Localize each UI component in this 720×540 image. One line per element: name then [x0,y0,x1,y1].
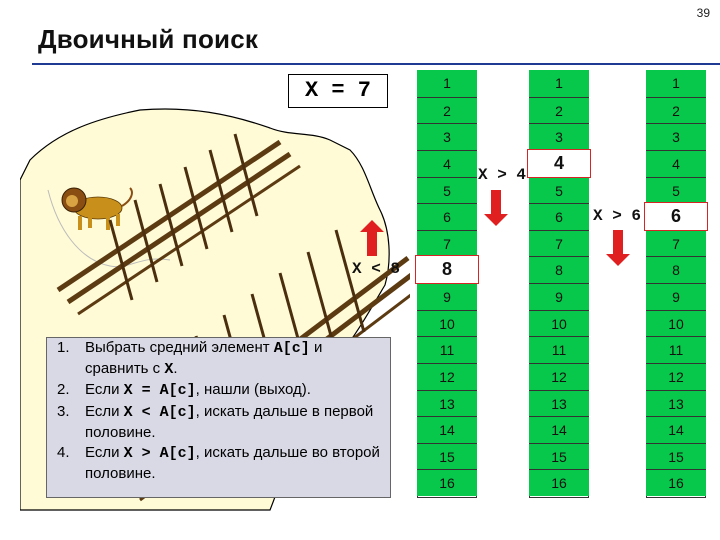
page-title: Двоичный поиск [38,24,259,54]
array-cell: 10 [646,310,706,337]
array-cell: 4 [417,150,477,177]
step-text: X > A[c] [123,445,196,463]
array-cell: 12 [417,363,477,390]
step-text: и сравнить с [85,339,323,378]
step-number: 2. [57,381,70,399]
algorithm-step [57,443,384,484]
algorithm-step [57,380,384,401]
array-cell: 16 [646,469,706,496]
step-number: 4. [57,444,70,462]
algorithm-steps [47,338,384,484]
step-text: Если [85,381,124,399]
array-cell: 14 [529,416,589,443]
step-text: A[c] [273,340,310,357]
array-cell-selected: 8 [415,255,479,284]
array-cell: 16 [417,469,477,496]
array-cell: 14 [417,416,477,443]
algorithm-step [57,402,384,443]
array-cell: 1 [417,70,477,97]
array-cell: 5 [417,177,477,204]
array-cell: 11 [646,336,706,363]
comparison-first: X < 8 [352,260,401,278]
array-cell: 11 [529,336,589,363]
array-cell: 8 [529,256,589,283]
array-cell: 13 [529,390,589,417]
array-cell: 5 [646,177,706,204]
step-number: 1. [57,339,70,356]
comparison-second: X > 4 [478,166,527,184]
page-number: 39 [696,6,710,20]
array-cell: 15 [529,443,589,470]
array-cell: 3 [417,123,477,150]
step-text: , нашли (выход). [195,381,311,399]
step-text: X = A[c] [123,382,196,400]
array-cell: 2 [529,97,589,124]
array-cell: 5 [529,177,589,204]
array-cell: 2 [646,97,706,124]
array-cell: 13 [646,390,706,417]
array-cell: 12 [529,363,589,390]
step-text: Выбрать средний элемент [85,339,274,356]
array-cell-selected: 4 [527,149,591,178]
array-cell: 16 [529,469,589,496]
step-text: X [164,361,174,379]
array-cell: 15 [417,443,477,470]
array-cell: 9 [417,283,477,310]
array-cell: 15 [646,443,706,470]
array-cell: 3 [646,123,706,150]
title-divider [32,63,720,65]
step-number: 3. [57,402,70,420]
array-cell: 7 [417,230,477,257]
array-cell: 11 [417,336,477,363]
arrow-down-icon [606,230,630,266]
array-cell: 3 [529,123,589,150]
array-cell: 7 [646,230,706,257]
step-text: X < A[c] [123,403,196,421]
array-cell: 10 [529,310,589,337]
array-cell: 14 [646,416,706,443]
step-text: , искать дальше во второй половине. [85,444,380,483]
comparison-third: X > 6 [593,207,642,225]
array-cell: 2 [417,97,477,124]
array-cell: 4 [646,150,706,177]
array-cell: 7 [529,230,589,257]
array-cell: 9 [529,283,589,310]
step-text: Если [85,444,124,462]
arrow-up-icon [360,220,384,256]
search-value-box: X = 7 [288,74,388,108]
array-cell: 9 [646,283,706,310]
array-cell-selected: 6 [644,202,708,231]
algorithm-step [57,338,384,380]
array-cell: 6 [529,203,589,230]
array-cell: 12 [646,363,706,390]
step-text: Если [85,402,124,420]
array-cell: 1 [646,70,706,97]
array-cell: 6 [417,203,477,230]
array-cell: 8 [646,256,706,283]
step-text: . [173,360,178,378]
array-cell: 13 [417,390,477,417]
arrow-down-icon [484,190,508,226]
array-cell: 10 [417,310,477,337]
algorithm-box [46,337,391,498]
step-text: , искать дальше в первой половине. [85,402,374,441]
array-cell: 1 [529,70,589,97]
